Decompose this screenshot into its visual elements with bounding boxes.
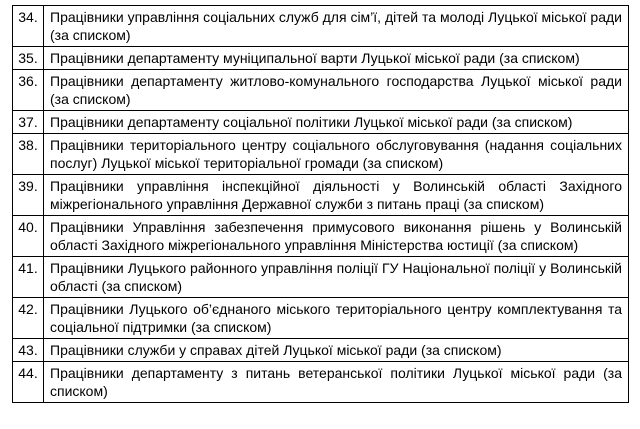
table-row: [13, 362, 629, 403]
row-number: 38.: [13, 134, 44, 175]
row-text: Працівники департаменту з питань ветеранської політики Луцької міської ради (за списком): [44, 362, 629, 403]
table-row: [13, 216, 629, 257]
row-text: Працівники служби у справах дітей Луцької міської ради (за списком): [44, 339, 629, 362]
table-row: [13, 111, 629, 134]
table-row: [13, 134, 629, 175]
row-number: 44.: [13, 362, 44, 403]
row-text: Працівники Управління забезпечення примусового виконання рішень у Волинській області Західного міжрегіонального управління Міністерства юстиції (за списком): [44, 216, 629, 257]
table-row: [13, 175, 629, 216]
row-text: Працівники територіального центру соціального обслуговування (надання соціальних послуг) Луцької міської територіальної громади (за списком): [44, 134, 629, 175]
row-number: 40.: [13, 216, 44, 257]
table-row: [13, 70, 629, 111]
row-text: Працівники департаменту соціальної політики Луцької міської ради (за списком): [44, 111, 629, 134]
row-text: Працівники департаменту житлово-комунального господарства Луцької міської ради (за списком): [44, 70, 629, 111]
row-number: 34.: [13, 6, 44, 47]
row-number: 42.: [13, 298, 44, 339]
row-number: 37.: [13, 111, 44, 134]
row-number: 35.: [13, 47, 44, 70]
row-number: 39.: [13, 175, 44, 216]
table-row: [13, 257, 629, 298]
row-number: 43.: [13, 339, 44, 362]
row-text: Працівники управління соціальних служб для сім’ї, дітей та молоді Луцької міської ради (за списком): [44, 6, 629, 47]
row-text: Працівники Луцького об’єднаного міського територіального центру комплектування та соціальної підтримки (за списком): [44, 298, 629, 339]
row-number: 36.: [13, 70, 44, 111]
document-table: [12, 5, 629, 403]
table-row: [13, 6, 629, 47]
table-row: [13, 298, 629, 339]
row-text: Працівники департаменту муніципальної варти Луцької міської ради (за списком): [44, 47, 629, 70]
row-number: 41.: [13, 257, 44, 298]
table-row: [13, 339, 629, 362]
table-row: [13, 47, 629, 70]
row-text: Працівники управління інспекційної діяльності у Волинській області Західного міжрегіонального управління Державної служби з питань праці (за списком): [44, 175, 629, 216]
row-text: Працівники Луцького районного управління поліції ГУ Національної поліції у Волинській області (за списком): [44, 257, 629, 298]
